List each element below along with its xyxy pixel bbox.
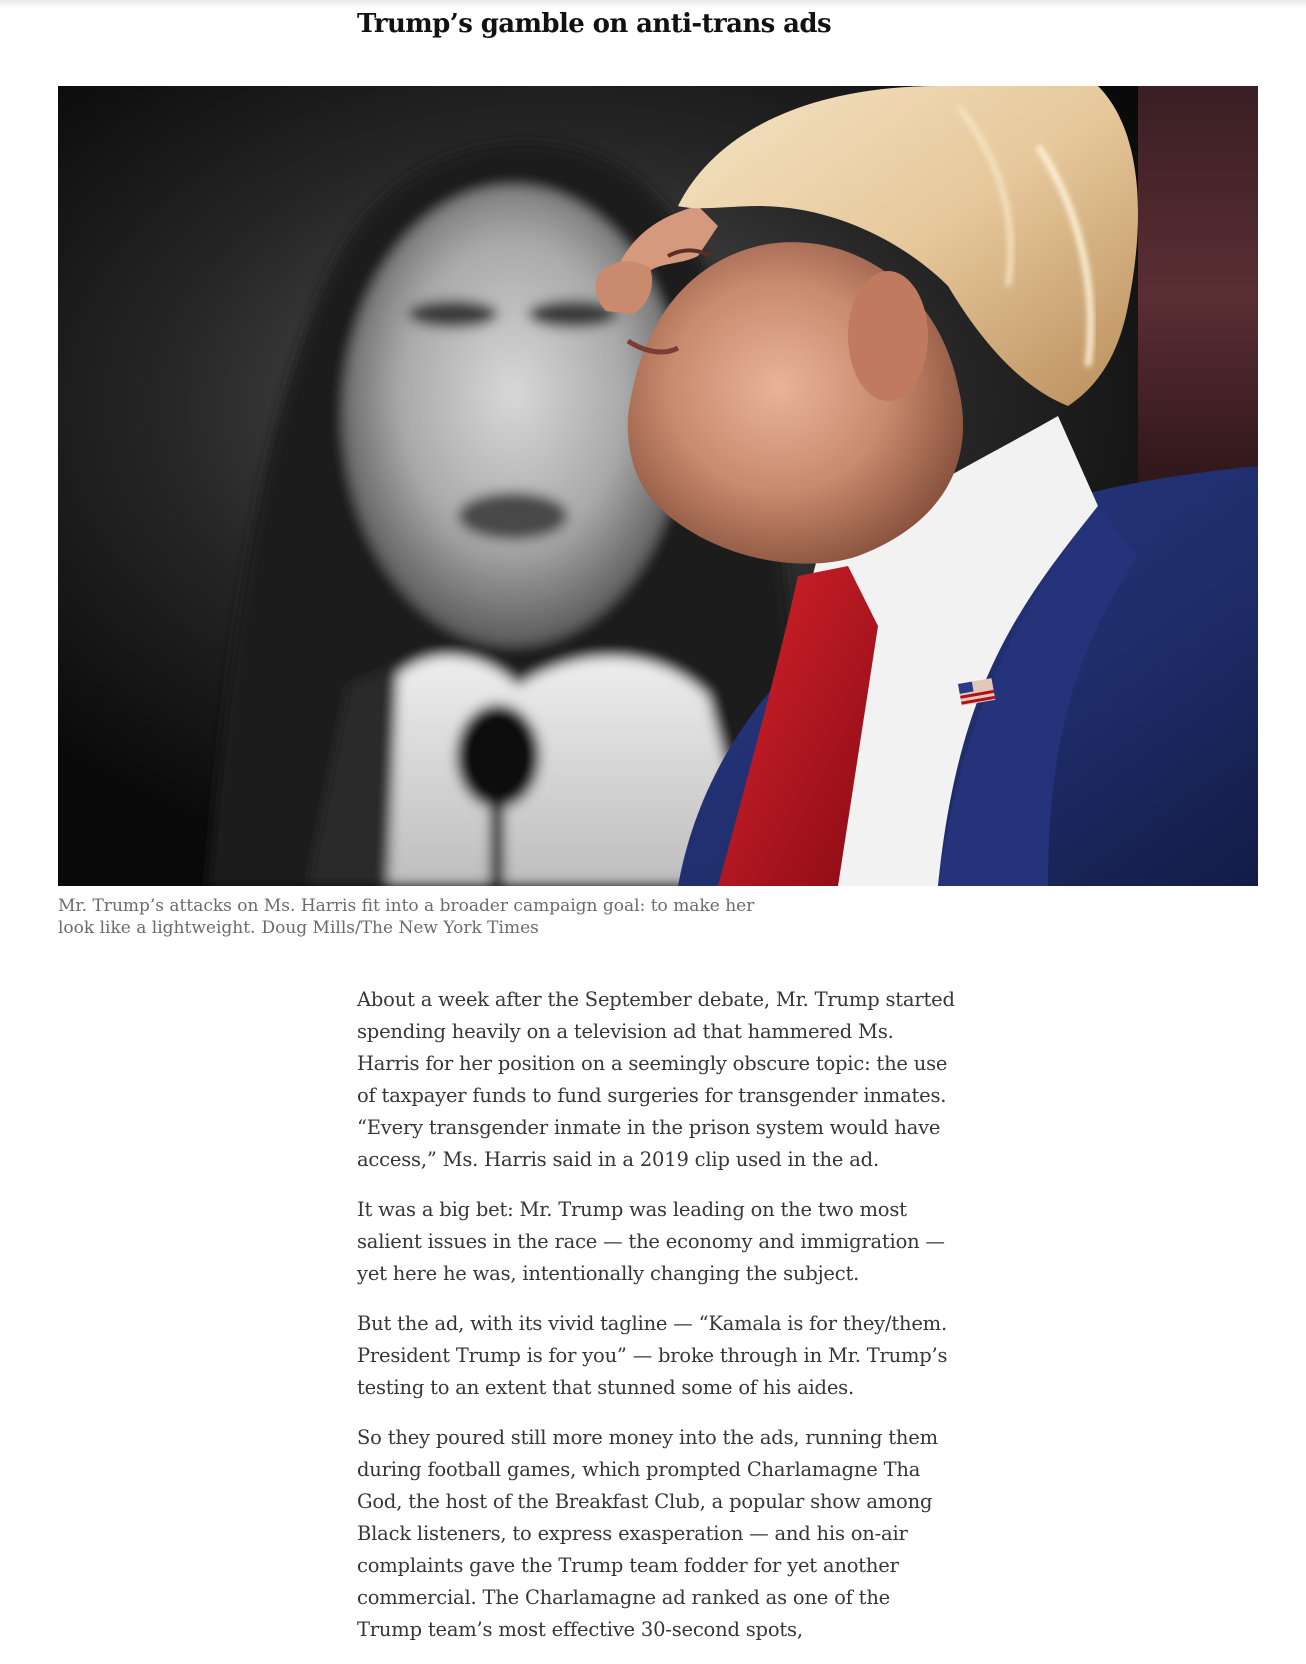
body-paragraph: It was a big bet: Mr. Trump was leading on the two most salient issues in the race — the economy and immigration — yet here he was, intentionally changing the subject. [357,1198,945,1285]
caption-text: Mr. Trump’s attacks on Ms. Harris fit into a broader campaign goal: to make her look like a lightweight. [58,896,755,938]
photo-caption [58,895,778,939]
body-paragraph: So they poured still more money into the ads, running them during football games, which prompted Charlamagne Tha God, the host of the Breakfast Club, a popular show among Black listeners, to express exasperation — and his on-air complaints gave the Trump team fodder for yet another commercial. The Charlamagne ad ranked as one of the Trump team’s most effective 30-second spots, [357,1426,938,1641]
photo-illustration [58,86,1258,886]
article-photo [58,86,1258,886]
body-paragraph: About a week after the September debate, Mr. Trump started spending heavily on a television ad that hammered Ms. Harris for her position on a seemingly obscure topic: the use of taxpayer funds to fund surgeries for transgender inmates. “Every transgender inmate in the prison system would have access,” Ms. Harris said in a 2019 clip used in the ad. [357,988,955,1171]
photo-credit: Doug Mills/The New York Times [261,918,539,938]
article-headline: Trump’s gamble on anti-trans ads [357,9,832,39]
body-paragraph: But the ad, with its vivid tagline — “Kamala is for they/them. President Trump is for you” — broke through in Mr. Trump’s testing to an extent that stunned some of his aides. [357,1312,948,1399]
article-body [357,984,957,1664]
